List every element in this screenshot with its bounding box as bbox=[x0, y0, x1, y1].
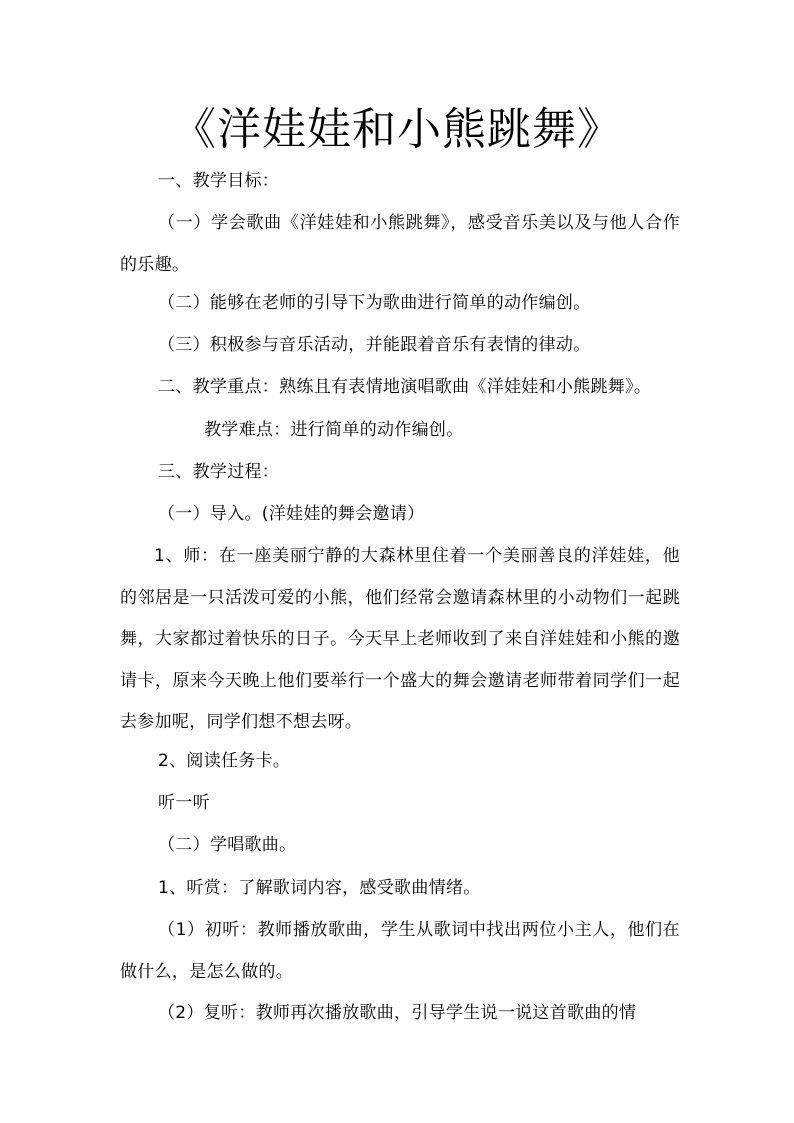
appreciate: 1、听赏：了解歌词内容，感受歌曲情绪。 bbox=[158, 878, 481, 898]
first-listen: （1）初听：教师播放歌曲，学生从歌词中找出两位小主人，他们在做什么，是怎么做的。 bbox=[120, 920, 680, 982]
goal-3: （三）积极参与音乐活动，并能跟着音乐有表情的律动。 bbox=[158, 335, 591, 355]
goal-2: （二）能够在老师的引导下为歌曲进行简单的动作编创。 bbox=[158, 293, 591, 313]
difficulty: 教学难点：进行简单的动作编创。 bbox=[204, 420, 464, 440]
intro-heading: （一）导入。(洋娃娃的舞会邀请） bbox=[158, 504, 425, 524]
listen-label: 听一听 bbox=[158, 793, 210, 813]
learn-heading: （二）学唱歌曲。 bbox=[158, 835, 297, 855]
task-card: 2、阅读任务卡。 bbox=[158, 751, 291, 771]
goal-1: （一）学会歌曲《洋娃娃和小熊跳舞》，感受音乐美以及与他人合作的乐趣。 bbox=[120, 213, 680, 275]
second-listen: （2）复听：教师再次播放歌曲，引导学生说一说这首歌曲的情 bbox=[158, 1003, 637, 1023]
process-heading: 三、教学过程： bbox=[158, 462, 280, 482]
intro-text: 1、师：在一座美丽宁静的大森林里住着一个美丽善良的洋娃娃，他的邻居是一只活泼可爱的小熊，他们经常会邀请森林里的小动物们一起跳舞，大家都过着快乐的日子。今天早上老师收到了来自洋娃娃和小熊的邀请卡，原来今天晚上他们要举行一个盛大的舞会邀请老师带着同学们一起去参加呢，同学们想不想去呀。 bbox=[120, 546, 680, 732]
goals-heading: 一、教学目标： bbox=[158, 171, 280, 191]
key-point: 二、教学重点：熟练且有表情地演唱歌曲《洋娃娃和小熊跳舞》。 bbox=[158, 377, 652, 397]
document-title: 《洋娃娃和小熊跳舞》 bbox=[172, 104, 622, 155]
